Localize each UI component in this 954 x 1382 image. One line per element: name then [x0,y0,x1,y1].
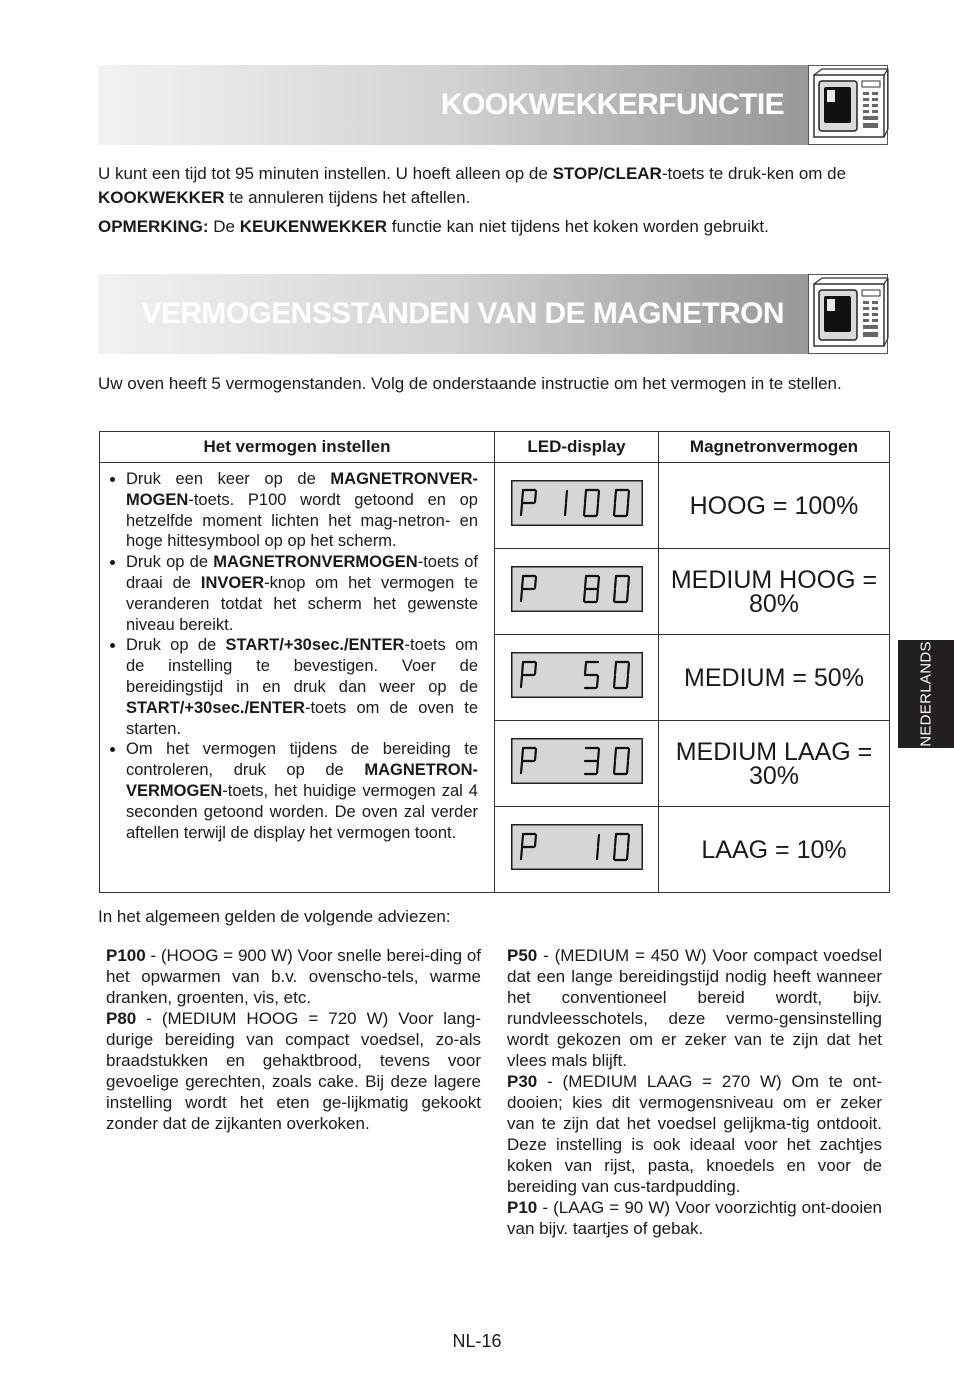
power-level: LAAG = 10% [659,807,890,893]
instruction-item: • Om het vermogen tijdens de bereiding te controleren, druk op de MAGNETRON-VERMOGEN-toets, het huidige vermogen zal 4 seconden getoond worden. De oven zal verder aftellen terwijl de display het vermogen toont. [126,739,478,843]
power-level-table [99,431,890,893]
led-screen [511,480,643,526]
power-level: MEDIUM LAAG = 30% [659,721,890,807]
advice-item: P80 - (MEDIUM HOOG = 720 W) Voor lang-durige bereiding van compact voedsel, zo-als braadstukken en gehaktbrood, tevens voor gevoelige gerechten, zoals cake. Bij deze lagere instelling wordt het eten ge-lijkmatig gekookt zonder dat de zijkanten overkoken. [106,1009,481,1133]
instruction-item: • Druk op de MAGNETRONVERMOGEN-toets of draai de INVOER-knop om het vermogen te veranderen totdat het scherm het gewenste niveau bereikt. [126,552,478,635]
section-title: VERMOGENSSTANDEN VAN DE MAGNETRON [141,297,784,330]
led-screen [511,652,643,698]
advice-column-right [507,945,882,1239]
power-level: HOOG = 100% [659,463,890,549]
table-row [100,463,890,549]
language-label: NEDERLANDS [917,641,935,747]
advice-intro: In het algemeen gelden de volgende adviezen: [98,907,451,926]
led-display [511,652,643,703]
table-header-row [100,432,890,463]
power-level: MEDIUM = 50% [659,635,890,721]
led-display [511,738,643,789]
microwave-icon [808,65,888,145]
led-display [511,480,643,531]
led-cell [495,807,659,893]
led-cell [495,549,659,635]
table-header: LED-display [495,432,659,463]
instructions-cell [100,463,495,893]
led-cell [495,721,659,807]
advice-item: P10 - (LAAG = 90 W) Voor voorzichtig ont-dooien van bijv. taartjes of gebak. [507,1198,882,1238]
led-screen [511,824,643,870]
advice-item: P50 - (MEDIUM = 450 W) Voor compact voedsel dat een lange bereidingstijd nodig heeft wanneer het conventioneel bereid wordt, bijv. rundvleesschotels, deze vermo-gensinstelling wordt gekozen om er zeker van te zijn dat het vlees mals blijft. [507,946,882,1070]
section-title: KOOKWEKKERFUNCTIE [440,88,784,121]
language-tab [898,640,954,748]
table-header: Het vermogen instellen [100,432,495,463]
section-banner-kookwekker [98,65,888,145]
section-banner-vermogen [98,274,888,354]
kookwekker-note: OPMERKING: De KEUKENWEKKER functie kan niet tijdens het koken worden gebruikt. [98,217,769,236]
led-cell [495,463,659,549]
instruction-item: • Druk op de START/+30sec./ENTER-toets om de instelling te bevestigen. Voer de bereidingstijd in en druk dan weer op de START/+30sec./ENTER-toets om de oven te starten. [126,635,478,739]
led-screen [511,738,643,784]
instruction-item: • Druk een keer op de MAGNETRONVER-MOGEN-toets. P100 wordt getoond en op hetzelfde moment lichten het mag-netron- en hoge hittesymbool op op het scherm. [126,469,478,552]
kookwekker-description: U kunt een tijd tot 95 minuten instellen. U hoeft alleen op de STOP/CLEAR-toets te druk-ken om de KOOKWEKKER te annuleren tijdens het aftellen. [98,164,847,207]
table-header: Magnetronvermogen [659,432,890,463]
microwave-icon [808,274,888,354]
led-display [511,566,643,617]
power-level: MEDIUM HOOG = 80% [659,549,890,635]
led-cell [495,635,659,721]
vermogen-intro: Uw oven heeft 5 vermogenstanden. Volg de onderstaande instructie om het vermogen in te stellen. [98,374,842,393]
advice-item: P100 - (HOOG = 900 W) Voor snelle berei-ding of het opwarmen van b.v. ovenscho-tels, warme dranken, groenten, vis, etc. [106,946,481,1007]
advice-column-left [106,945,481,1134]
page-number: NL-16 [452,1331,502,1351]
advice-item: P30 - (MEDIUM LAAG = 270 W) Om te ont-dooien; kies dit vermogensniveau om er zeker van te zijn dat het voedsel gelijkma-tig ontdooit. Deze instelling is ook ideaal voor het zachtjes koken van rijst, pasta, knoedels en voor de bereiding van cus-tardpudding. [507,1072,882,1196]
led-display [511,824,643,875]
led-screen [511,566,643,612]
